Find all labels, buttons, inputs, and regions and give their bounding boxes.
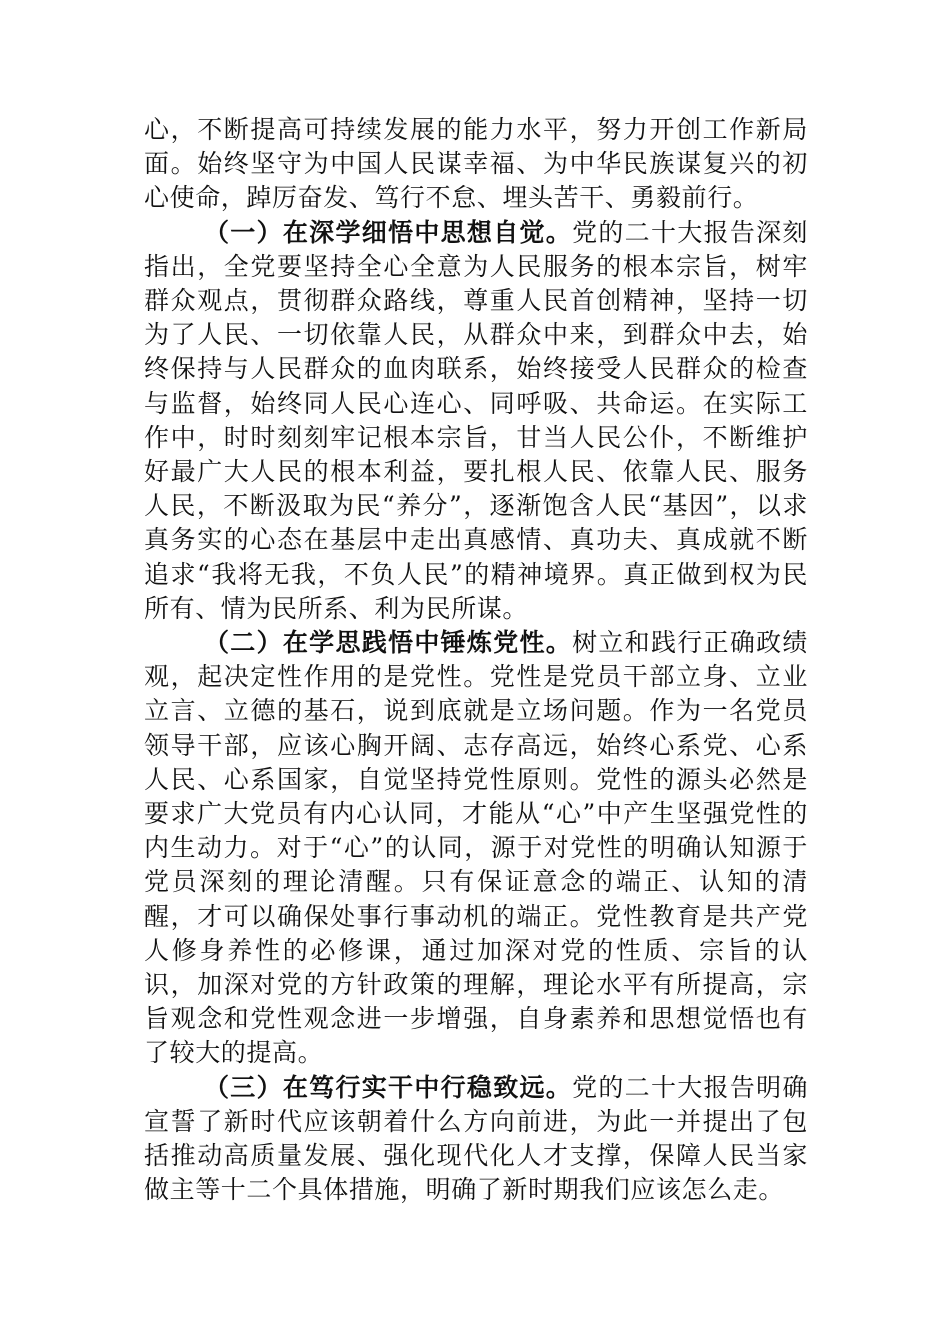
paragraph-text: 党的二十大报告明确宣誓了新时代应该朝着什么方向前进，为此一并提出了包括推动高质量发展、强化现代化人才支撑，保障人民当家做主等十二个具体措施，明确了新时期我们应该怎么走。 <box>144 1072 809 1205</box>
paragraph-section-2 <box>144 626 808 1071</box>
paragraph-section-1 <box>144 216 808 626</box>
section-heading-2: （二）在学思践悟中锤炼党性。 <box>204 628 573 658</box>
paragraph-text: 党的二十大报告深刻指出，全党要坚持全心全意为人民服务的根本宗旨，树牢群众观点，贯彻群众路线，尊重人民首创精神，坚持一切为了人民、一切依靠人民，从群众中来，到群众中去，始终保持与人民群众的血肉联系，始终接受人民群众的检查与监督，始终同人民心连心、同呼吸、共命运。在实际工作中，时时刻刻牢记根本宗旨，甘当人民公仆，不断维护好最广大人民的根本利益，要扎根人民、依靠人民、服务人民，不断汲取为民“养分”，逐渐饱含人民“基因”，以求真务实的心态在基层中走出真感情、真功夫、真成就不断追求“我将无我，不负人民”的精神境界。真正做到权为民所有、情为民所系、利为民所谋。 <box>144 217 809 623</box>
document-body <box>144 113 808 1208</box>
section-heading-3: （三）在笃行实干中行稳致远。 <box>204 1072 573 1102</box>
paragraph-text: 树立和践行正确政绩观，起决定性作用的是党性。党性是党员干部立身、立业立言、立德的基石，说到底就是立场问题。作为一名党员领导干部，应该心胸开阔、志存高远，始终心系党、心系人民、心系国家，自觉坚持党性原则。党性的源头必然是要求广大党员有内心认同，才能从“心”中产生坚强党性的内生动力。对于“心”的认同，源于对党性的明确认知源于党员深刻的理论清醒。只有保证意念的端正、认知的清醒，才可以确保处事行事动机的端正。党性教育是共产党人修身养性的必修课，通过加深对党的性质、宗旨的认识，加深对党的方针政策的理解，理论水平有所提高，宗旨观念和党性观念进一步增强，自身素养和思想觉悟也有了较大的提高。 <box>144 628 809 1068</box>
section-heading-1: （一）在深学细悟中思想自觉。 <box>204 217 573 247</box>
paragraph-text: 心，不断提高可持续发展的能力水平，努力开创工作新局面。始终坚守为中国人民谋幸福、为中华民族谋复兴的初心使命，踔厉奋发、笃行不怠、埋头苦干、勇毅前行。 <box>144 115 808 213</box>
paragraph-continuation <box>144 113 808 216</box>
paragraph-section-3 <box>144 1071 808 1208</box>
